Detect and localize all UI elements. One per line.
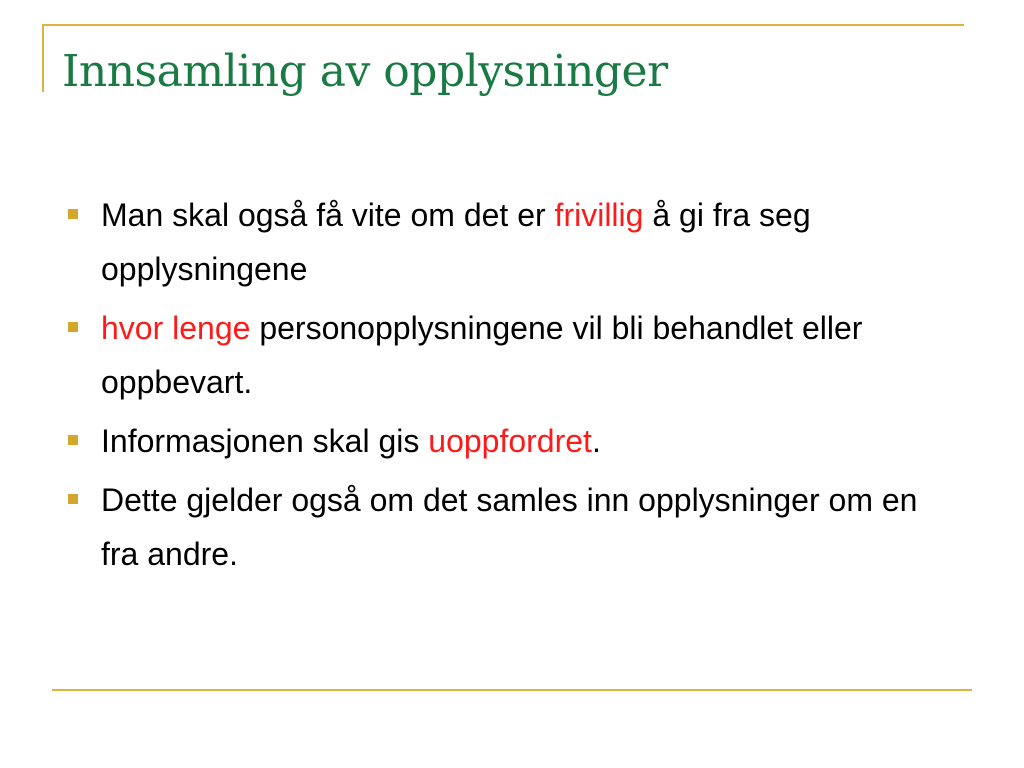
bullet-text: Informasjonen skal gis (101, 423, 429, 459)
square-bullet-icon (68, 322, 78, 332)
bullet-item (66, 414, 926, 468)
bullet-text: å gi fra seg opplysningene (101, 197, 811, 287)
bullet-highlight: hvor lenge (101, 310, 251, 346)
bullet-text: Man skal også få vite om det er (101, 197, 555, 233)
bullet-highlight: frivillig (554, 197, 644, 233)
bullet-highlight: uoppfordret (428, 423, 592, 459)
square-bullet-icon (68, 494, 78, 504)
bullet-text: Dette gjelder også om det samles inn opplysninger om en fra andre. (101, 482, 918, 572)
bullet-text: personopplysningene vil bli behandlet eller oppbevart. (101, 310, 863, 400)
bullet-item (66, 301, 926, 409)
bottom-accent-rule (52, 689, 972, 691)
top-accent-rule (42, 24, 964, 26)
bullet-list (66, 188, 926, 586)
slide-title: Innsamling av opplysninger (62, 46, 668, 97)
square-bullet-icon (68, 435, 78, 445)
square-bullet-icon (68, 209, 78, 219)
left-accent-rule (42, 24, 44, 92)
bullet-item (66, 188, 926, 296)
bullet-item (66, 473, 926, 581)
bullet-text: . (591, 423, 601, 459)
